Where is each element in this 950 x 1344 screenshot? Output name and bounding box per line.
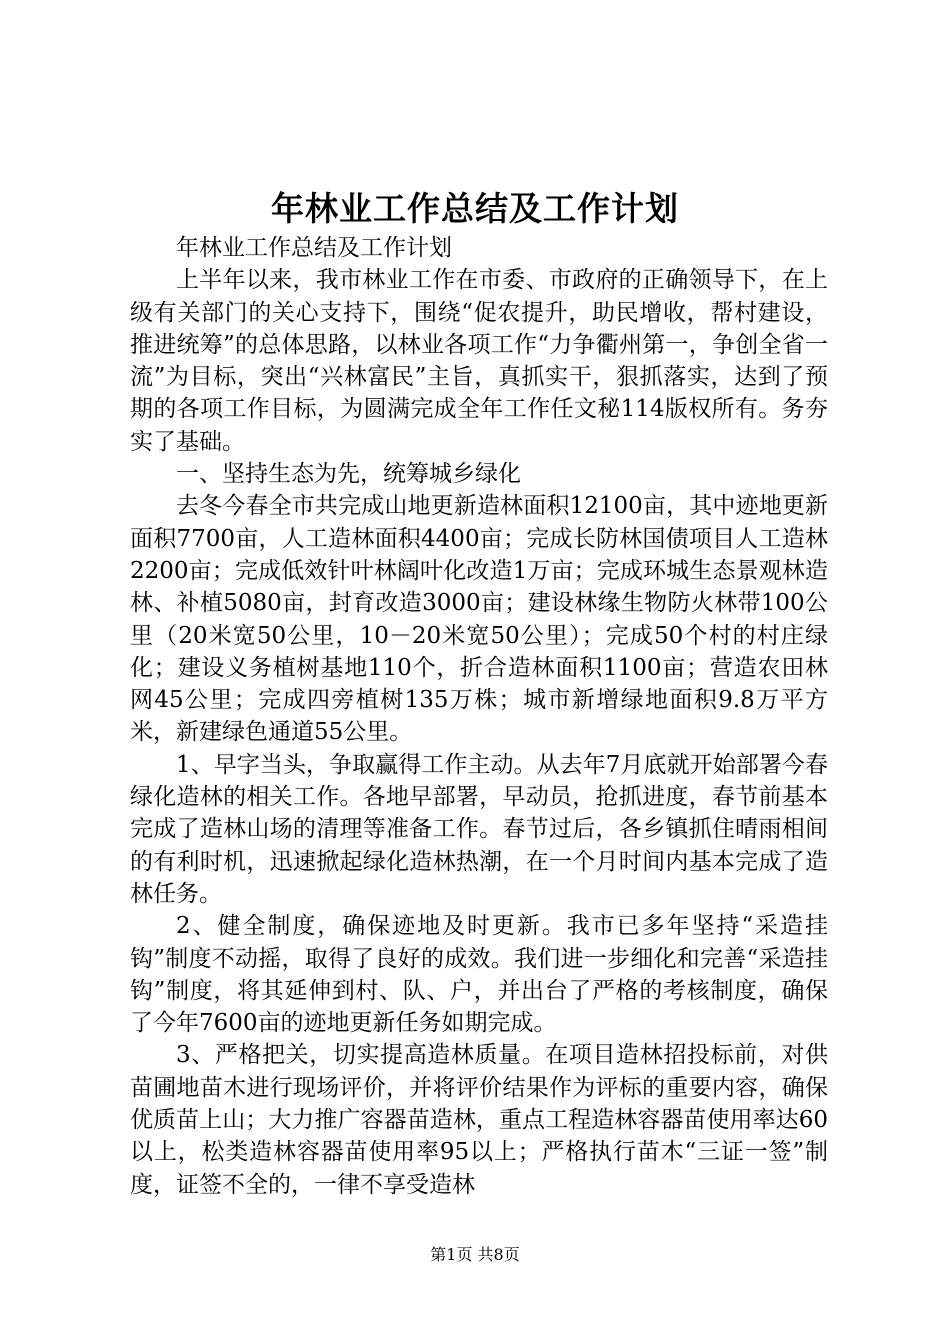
paragraph-intro: 上半年以来，我市林业工作在市委、市政府的正确领导下，在上级有关部门的关心支持下，围绕“促农提升，助民增收，帮村建设，推进统筹”的总体思路，以林业各项工作“力争衢州第一，争创全省一流”为目标，突出“兴林富民”主旨，真抓实干，狠抓落实，达到了预期的各项工作目标，为圆满完成全年工作任文秘114版权所有。务夯实了基础。	[130, 267, 828, 455]
paragraph-afforestation-stats: 去冬今春全市共完成山地更新造林面积12100亩，其中迹地更新面积7700亩，人工造林面积4400亩；完成长防林国债项目人工造林2200亩；完成低效针叶林阔叶化改造1万亩；完成环城生态景观林造林、补植5080亩，封育改造3000亩；建设林缘生物防火林带100公里（20米宽50公里，10－20米宽50公里）；完成50个村的村庄绿化；建设义务植树基地110个，折合造林面积1100亩；营造农田林网45公里；完成四旁植树135万株；城市新增绿地面积9.8万平方米，新建绿色通道55公里。	[130, 493, 828, 746]
document-title: 年林业工作总结及工作计划	[271, 189, 679, 228]
paragraph-item-3: 3、严格把关，切实提高造林质量。在项目造林招投标前，对供苗圃地苗木进行现场评价，并将评价结果作为评标的重要内容，确保优质苗上山；大力推广容器苗造林，重点工程造林容器苗使用率达60以上，松类造林容器苗使用率95以上；严格执行苗木“三证一签”制度，证签不全的，一律不享受造林	[130, 1042, 828, 1198]
document-body	[130, 232, 828, 1201]
paragraph-subtitle: 年林业工作总结及工作计划	[176, 235, 452, 261]
paragraph-item-1: 1、早字当头，争取赢得工作主动。从去年7月底就开始部署今春绿化造林的相关工作。各地早部署，早动员，抢抓进度，春节前基本完成了造林山场的清理等准备工作。春节过后，各乡镇抓住晴雨相间的有利时机，迅速掀起绿化造林热潮，在一个月时间内基本完成了造林任务。	[130, 751, 828, 907]
page-footer: 第1页 共8页	[430, 1245, 520, 1264]
section-heading-1: 一、坚持生态为先，统筹城乡绿化	[176, 461, 521, 488]
paragraph-item-2: 2、健全制度，确保迹地及时更新。我市已多年坚持“采造挂钩”制度不动摇，取得了良好的成效。我们进一步细化和完善“采造挂钩”制度，将其延伸到村、队、户，并出台了严格的考核制度，确保了今年7600亩的迹地更新任务如期完成。	[130, 913, 828, 1037]
